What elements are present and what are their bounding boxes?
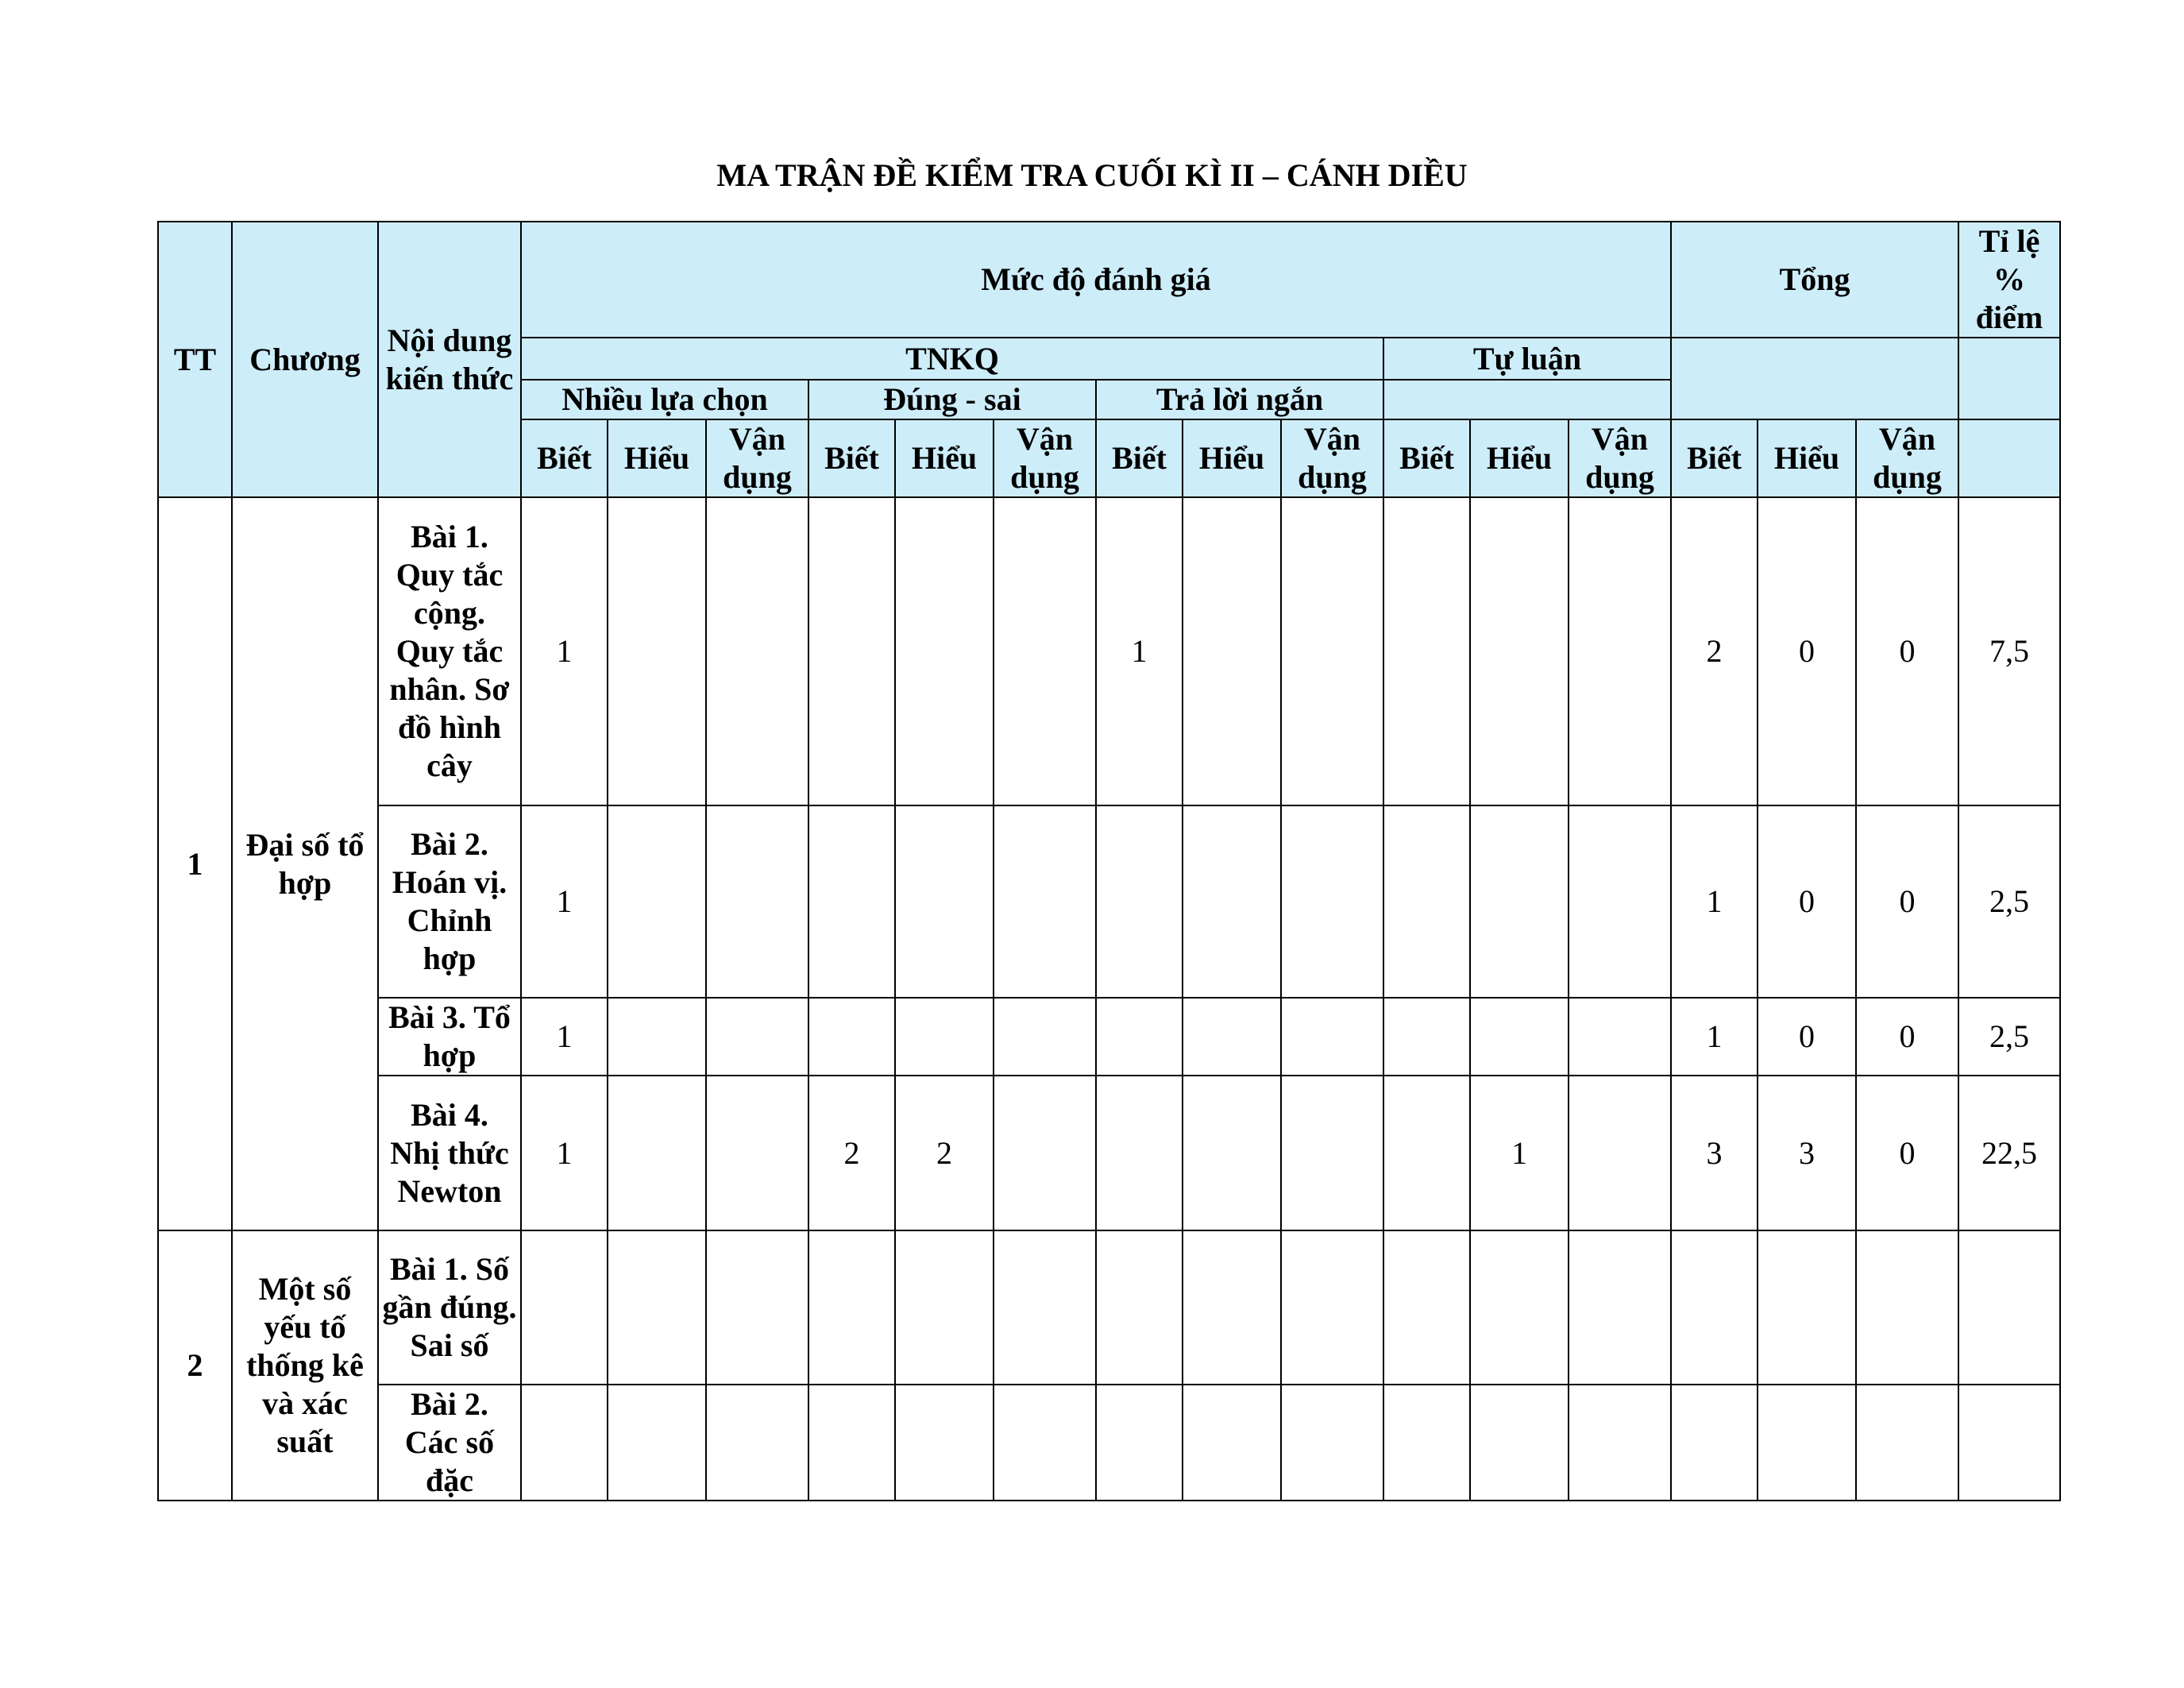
matrix-cell (1470, 1385, 1569, 1501)
level-hieu: Hiểu (895, 419, 994, 497)
level-hieu: Hiểu (1758, 419, 1856, 497)
matrix-cell (895, 497, 994, 805)
ti-le-cell: 7,5 (1958, 497, 2060, 805)
matrix-cell (1470, 497, 1569, 805)
matrix-cell (1383, 1076, 1470, 1230)
matrix-cell (1569, 805, 1671, 998)
matrix-cell (994, 1230, 1096, 1385)
total-cell: 0 (1856, 497, 1958, 805)
total-cell (1671, 1385, 1758, 1501)
matrix-cell (1569, 1230, 1671, 1385)
ti-le-cell: 2,5 (1958, 805, 2060, 998)
matrix-cell (1183, 497, 1281, 805)
matrix-cell (1470, 998, 1569, 1076)
level-van-dung: Vận dụng (994, 419, 1096, 497)
level-biet: Biết (1383, 419, 1470, 497)
matrix-cell (706, 805, 808, 998)
table-row (158, 1230, 2060, 1385)
chapter-tt: 1 (158, 497, 232, 1230)
total-cell: 0 (1856, 998, 1958, 1076)
header-tnkq: TNKQ (521, 338, 1383, 380)
total-cell (1671, 1230, 1758, 1385)
total-cell: 0 (1758, 998, 1856, 1076)
total-cell: 0 (1856, 805, 1958, 998)
matrix-cell (1096, 998, 1183, 1076)
matrix-cell (994, 1076, 1096, 1230)
matrix-cell (1569, 1076, 1671, 1230)
matrix-cell: 1 (521, 998, 608, 1076)
total-cell: 0 (1758, 805, 1856, 998)
lesson-name: Bài 1. Số gần đúng. Sai số (378, 1230, 521, 1385)
matrix-cell (608, 805, 706, 998)
total-cell (1856, 1385, 1958, 1501)
document-title: MA TRẬN ĐỀ KIỂM TRA CUỐI KÌ II – CÁNH DIỀU (716, 157, 1468, 193)
table-row (158, 998, 2060, 1076)
matrix-cell (1096, 1385, 1183, 1501)
table-row (158, 1385, 2060, 1501)
chapter-name: Đại số tổ hợp (232, 497, 378, 1230)
matrix-cell (706, 1076, 808, 1230)
matrix-cell (1183, 998, 1281, 1076)
header-ti-le-blank (1958, 338, 2060, 419)
matrix-cell (1183, 1076, 1281, 1230)
level-van-dung: Vận dụng (1281, 419, 1383, 497)
ti-le-cell (1958, 1385, 2060, 1501)
total-cell (1758, 1385, 1856, 1501)
header-tong: Tổng (1671, 222, 1958, 338)
ti-le-cell: 2,5 (1958, 998, 2060, 1076)
total-cell (1856, 1230, 1958, 1385)
matrix-cell (895, 998, 994, 1076)
level-hieu: Hiểu (1183, 419, 1281, 497)
level-biet: Biết (1096, 419, 1183, 497)
header-tu-luan-blank (1383, 380, 1671, 419)
matrix-cell (1281, 805, 1383, 998)
matrix-cell (1096, 805, 1183, 998)
level-biet: Biết (1671, 419, 1758, 497)
header-tong-blank (1671, 338, 1958, 419)
total-cell: 0 (1758, 497, 1856, 805)
table-row (158, 497, 2060, 805)
matrix-cell (808, 805, 895, 998)
matrix-cell (994, 1385, 1096, 1501)
level-blank (1958, 419, 2060, 497)
header-tu-luan: Tự luận (1383, 338, 1671, 380)
matrix-cell: 1 (1096, 497, 1183, 805)
matrix-cell (1281, 1076, 1383, 1230)
matrix-cell: 1 (521, 805, 608, 998)
header-dung-sai: Đúng - sai (808, 380, 1096, 419)
level-van-dung: Vận dụng (1569, 419, 1671, 497)
matrix-cell (1383, 805, 1470, 998)
matrix-cell (1383, 1385, 1470, 1501)
total-cell: 3 (1671, 1076, 1758, 1230)
matrix-cell (1569, 497, 1671, 805)
total-cell: 3 (1758, 1076, 1856, 1230)
ti-le-cell: 22,5 (1958, 1076, 2060, 1230)
header-chuong: Chương (232, 222, 378, 497)
matrix-cell (1281, 1385, 1383, 1501)
matrix-cell (706, 1385, 808, 1501)
matrix-cell (1470, 1230, 1569, 1385)
matrix-cell (1183, 1385, 1281, 1501)
matrix-cell (1383, 497, 1470, 805)
header-muc-do: Mức độ đánh giá (521, 222, 1671, 338)
header-noi-dung: Nội dung kiến thức (378, 222, 521, 497)
lesson-name: Bài 2. Hoán vị. Chỉnh hợp (378, 805, 521, 998)
table-row (158, 805, 2060, 998)
matrix-cell (1569, 1385, 1671, 1501)
total-cell: 0 (1856, 1076, 1958, 1230)
matrix-cell (521, 1385, 608, 1501)
matrix-cell (1096, 1076, 1183, 1230)
ti-le-cell (1958, 1230, 2060, 1385)
header-tt: TT (158, 222, 232, 497)
matrix-cell (521, 1230, 608, 1385)
matrix-cell (808, 998, 895, 1076)
matrix-cell (1281, 1230, 1383, 1385)
matrix-cell (994, 998, 1096, 1076)
matrix-cell (608, 998, 706, 1076)
level-biet: Biết (521, 419, 608, 497)
header-tra-loi-ngan: Trả lời ngắn (1096, 380, 1383, 419)
matrix-cell (1281, 497, 1383, 805)
total-cell: 1 (1671, 998, 1758, 1076)
matrix-cell: 1 (521, 497, 608, 805)
matrix-cell (808, 497, 895, 805)
total-cell: 2 (1671, 497, 1758, 805)
chapter-tt: 2 (158, 1230, 232, 1501)
matrix-cell (895, 805, 994, 998)
matrix-cell (895, 1385, 994, 1501)
matrix-cell (706, 497, 808, 805)
level-hieu: Hiểu (608, 419, 706, 497)
lesson-name: Bài 1. Quy tắc cộng. Quy tắc nhân. Sơ đồ hình cây (378, 497, 521, 805)
lesson-name: Bài 2. Các số đặc (378, 1385, 521, 1501)
matrix-cell (994, 805, 1096, 998)
header-nhieu-lua-chon: Nhiều lựa chọn (521, 380, 808, 419)
total-cell (1758, 1230, 1856, 1385)
matrix-cell (608, 1230, 706, 1385)
matrix-cell: 1 (521, 1076, 608, 1230)
level-van-dung: Vận dụng (706, 419, 808, 497)
matrix-cell (895, 1230, 994, 1385)
matrix-cell (608, 1076, 706, 1230)
level-hieu: Hiểu (1470, 419, 1569, 497)
matrix-cell (1281, 998, 1383, 1076)
lesson-name: Bài 4. Nhị thức Newton (378, 1076, 521, 1230)
chapter-name: Một số yếu tố thống kê và xác suất (232, 1230, 378, 1501)
table-row (158, 1076, 2060, 1230)
matrix-cell (808, 1230, 895, 1385)
level-biet: Biết (808, 419, 895, 497)
matrix-cell (706, 998, 808, 1076)
matrix-cell (1383, 998, 1470, 1076)
matrix-cell (1183, 805, 1281, 998)
matrix-cell (1183, 1230, 1281, 1385)
matrix-cell (608, 497, 706, 805)
matrix-cell (1096, 1230, 1183, 1385)
matrix-cell (1383, 1230, 1470, 1385)
matrix-cell (808, 1385, 895, 1501)
matrix-cell (994, 497, 1096, 805)
matrix-cell: 1 (1470, 1076, 1569, 1230)
total-cell: 1 (1671, 805, 1758, 998)
header-row-1 (158, 222, 2060, 338)
matrix-cell (1470, 805, 1569, 998)
matrix-cell: 2 (808, 1076, 895, 1230)
lesson-name: Bài 3. Tổ hợp (378, 998, 521, 1076)
level-van-dung: Vận dụng (1856, 419, 1958, 497)
assessment-matrix-table (157, 221, 2061, 1501)
matrix-cell (1569, 998, 1671, 1076)
header-ti-le: Tỉ lệ % điểm (1958, 222, 2060, 338)
matrix-cell: 2 (895, 1076, 994, 1230)
matrix-cell (608, 1385, 706, 1501)
matrix-cell (706, 1230, 808, 1385)
